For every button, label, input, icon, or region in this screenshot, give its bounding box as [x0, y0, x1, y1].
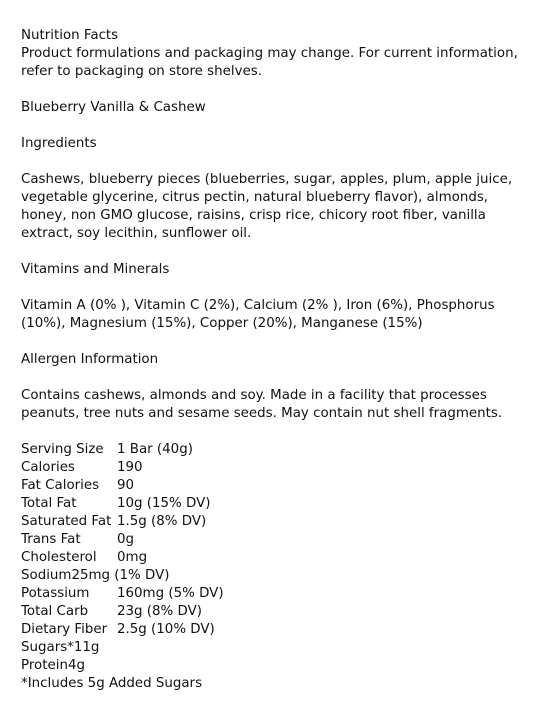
ingredients-heading: Ingredients	[21, 136, 97, 151]
spacer	[21, 81, 551, 99]
page-title: Nutrition Facts	[21, 28, 119, 43]
notice-line: Product formulations and packaging may change. For current information,	[21, 46, 518, 61]
nutrition-value: 190	[117, 460, 143, 475]
allergen-heading: Allergen Information	[21, 352, 159, 367]
nutrition-row	[21, 621, 551, 639]
nutrition-row	[21, 639, 551, 657]
allergen-line: Contains cashews, almonds and soy. Made in a facility that processes	[21, 388, 487, 403]
footnote: *Includes 5g Added Sugars	[21, 676, 203, 691]
nutrition-row	[21, 549, 551, 567]
nutrition-label: Saturated Fat	[21, 514, 112, 529]
nutrition-label: Fat Calories	[21, 478, 100, 493]
vitamins-line: Vitamin A (0% ), Vitamin C (2%), Calcium (2% ), Iron (6%), Phosphorus	[21, 298, 495, 313]
nutrition-value: 1 Bar (40g)	[117, 442, 193, 457]
nutrition-table	[21, 441, 551, 675]
spacer	[21, 423, 551, 441]
nutrition-value: 11g	[73, 640, 100, 655]
spacer	[21, 333, 551, 351]
allergen-line: peanuts, tree nuts and sesame seeds. May contain nut shell fragments.	[21, 406, 503, 421]
nutrition-value: 4g	[67, 658, 85, 673]
nutrition-label: Trans Fat	[21, 532, 81, 547]
vitamins-heading: Vitamins and Minerals	[21, 262, 170, 277]
nutrition-value: 10g (15% DV)	[117, 496, 211, 511]
nutrition-row	[21, 441, 551, 459]
nutrition-label: Protein	[21, 658, 68, 673]
product-name: Blueberry Vanilla & Cashew	[21, 100, 206, 115]
nutrition-value: 160mg (5% DV)	[117, 586, 224, 601]
nutrition-row	[21, 567, 551, 585]
ingredients-line: extract, soy lecithin, sunflower oil.	[21, 226, 252, 241]
ingredients-line: honey, non GMO glucose, raisins, crisp rice, chicory root fiber, vanilla	[21, 208, 486, 223]
nutrition-row	[21, 585, 551, 603]
nutrition-value: 90	[117, 478, 135, 493]
nutrition-row	[21, 495, 551, 513]
nutrition-label: Cholesterol	[21, 550, 97, 565]
ingredients-line: Cashews, blueberry pieces (blueberries, sugar, apples, plum, apple juice,	[21, 172, 513, 187]
spacer	[21, 153, 551, 171]
nutrition-row	[21, 459, 551, 477]
nutrition-label: Serving Size	[21, 442, 104, 457]
vitamins-line: (10%), Magnesium (15%), Copper (20%), Manganese (15%)	[21, 316, 423, 331]
nutrition-label: Total Fat	[21, 496, 77, 511]
nutrition-label: Sodium	[21, 568, 72, 583]
document-body	[21, 27, 551, 693]
nutrition-value: 0g	[117, 532, 135, 547]
nutrition-value: 23g (8% DV)	[117, 604, 202, 619]
nutrition-row	[21, 513, 551, 531]
spacer	[21, 279, 551, 297]
nutrition-row	[21, 603, 551, 621]
nutrition-label: Potassium	[21, 586, 90, 601]
nutrition-label: Sugars*	[21, 640, 74, 655]
spacer	[21, 243, 551, 261]
nutrition-row	[21, 531, 551, 549]
nutrition-value: 1.5g (8% DV)	[117, 514, 207, 529]
notice-line: refer to packaging on store shelves.	[21, 64, 262, 79]
ingredients-line: vegetable glycerine, citrus pectin, natural blueberry flavor), almonds,	[21, 190, 489, 205]
nutrition-value: 25mg (1% DV)	[71, 568, 170, 583]
nutrition-label: Dietary Fiber	[21, 622, 108, 637]
nutrition-label: Calories	[21, 460, 75, 475]
nutrition-row	[21, 477, 551, 495]
spacer	[21, 117, 551, 135]
nutrition-label: Total Carb	[21, 604, 89, 619]
nutrition-row	[21, 657, 551, 675]
spacer	[21, 369, 551, 387]
nutrition-value: 2.5g (10% DV)	[117, 622, 215, 637]
nutrition-value: 0mg	[117, 550, 148, 565]
